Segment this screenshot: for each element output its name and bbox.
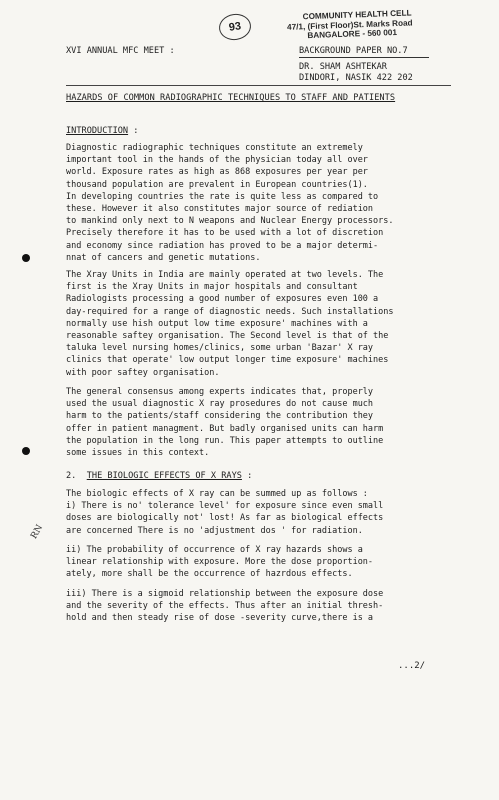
- text-line: Diagnostic radiographic techniques constitute an extremely: [66, 143, 363, 153]
- section-2-item-ii: [66, 544, 466, 581]
- stamp-line: COMMUNITY HEALTH CELL: [302, 8, 412, 22]
- text-line: the population in the long run. This paper attempts to outline: [66, 435, 384, 446]
- page-number-stamp: 93: [217, 12, 252, 42]
- punch-hole: [22, 254, 30, 262]
- text-line: The general consensus among experts indicates that, properly: [66, 387, 374, 397]
- section-2-title: THE BIOLOGIC EFFECTS OF X RAYS: [86, 471, 242, 481]
- intro-heading: [66, 126, 138, 136]
- text-line: In developing countries the rate is quite less as compared to: [66, 191, 379, 202]
- intro-paragraph-2: [66, 269, 466, 379]
- text-line: ii) The probability of occurrence of X ray hazards shows a: [66, 545, 363, 555]
- text-line: linear relationship with exposure. More the dose proportion-: [66, 557, 374, 568]
- punch-hole: [22, 447, 30, 455]
- text-line: normally use hish output low time exposure' machines with a: [66, 318, 368, 329]
- header-rule: [299, 57, 429, 58]
- section-2-colon: :: [241, 471, 253, 481]
- section-2-heading: [66, 471, 252, 481]
- title-rule: [66, 85, 451, 86]
- text-line: world. Exposure rates as high as 868 exposures per year per: [66, 167, 368, 178]
- text-line: and the severity of the effects. Thus after an initial thresh-: [66, 601, 384, 612]
- text-line: Radiologists processing a good number of exposures even 100 a: [66, 294, 379, 305]
- intro-paragraph-1: [66, 142, 466, 264]
- author-address: DINDORI, NASIK 422 202: [299, 73, 413, 83]
- intro-heading-text: INTRODUCTION: [66, 126, 129, 136]
- text-line: offer in patient managment. But badly organised units can harm: [66, 423, 384, 434]
- text-line: i) There is no' tolerance level' for exposure since even small: [66, 501, 384, 512]
- text-line: these. However it also constitutes major source of rediation: [66, 204, 374, 215]
- margin-handwriting: RN: [29, 523, 46, 541]
- text-line: used the usual diagnostic X ray prosedures do not cause much: [66, 399, 374, 410]
- text-line: The biologic effects of X ray can be summed up as follows :: [66, 489, 368, 499]
- text-line: iii) There is a sigmoid relationship between the exposure dose: [66, 589, 384, 599]
- text-line: harm to the patients/staff considering the contribution they: [66, 411, 374, 422]
- paper-number: BACKGROUND PAPER NO.7: [299, 46, 408, 56]
- document-title: HAZARDS OF COMMON RADIOGRAPHIC TECHNIQUES TO STAFF AND PATIENTS: [66, 93, 396, 103]
- section-2-number: 2.: [66, 471, 77, 481]
- text-line: some issues in this context.: [66, 448, 210, 459]
- text-line: are concerned There is no 'adjustment dos ' for radiation.: [66, 525, 363, 536]
- text-line: clinics that operate' low output longer time exposure' machines: [66, 355, 389, 366]
- text-line: important tool in the hands of the physician today all over: [66, 155, 368, 166]
- library-stamp: [287, 7, 448, 41]
- text-line: doses are biologically not' lost! As far as biological effects: [66, 513, 384, 524]
- stamp-line: 47/1, (First Floor)St. Marks Road: [286, 17, 413, 32]
- text-line: with poor saftey organisation.: [66, 367, 220, 378]
- text-line: to mankind only next to N weapons and Nuclear Energy processors.: [66, 216, 394, 227]
- page-continue-marker: ...2/: [398, 661, 426, 671]
- text-line: reasonable saftey organisation. The Second level is that of the: [66, 331, 389, 342]
- text-line: thousand population are prevalent in European countries(1).: [66, 179, 368, 190]
- intro-paragraph-3: [66, 386, 466, 459]
- text-line: ately, more shall be the occurrence of hazrdous effects.: [66, 569, 353, 580]
- text-line: day-required for a range of diagnostic needs. Such installations: [66, 306, 394, 317]
- text-line: and economy since radiation has proved to be a major determi-: [66, 240, 379, 251]
- text-line: nnat of cancers and genetic mutations.: [66, 252, 261, 263]
- stamp-line: BANGALORE - 560 001: [307, 27, 398, 41]
- text-line: The Xray Units in India are mainly operated at two levels. The: [66, 270, 384, 280]
- text-line: taluka level nursing homes/clinics, some urban 'Bazar' X ray: [66, 343, 374, 354]
- text-line: first is the Xray Units in major hospitals and consultant: [66, 282, 358, 293]
- section-2-intro: [66, 488, 466, 537]
- meet-label: XVI ANNUAL MFC MEET :: [66, 46, 175, 56]
- intro-heading-colon: :: [128, 126, 139, 136]
- text-line: hold and then steady rise of dose -severity curve,there is a: [66, 613, 374, 624]
- text-line: Precisely therefore it has to be used with a lot of discretion: [66, 228, 384, 239]
- author-name: DR. SHAM ASHTEKAR: [299, 62, 387, 72]
- section-2-item-iii: [66, 588, 466, 625]
